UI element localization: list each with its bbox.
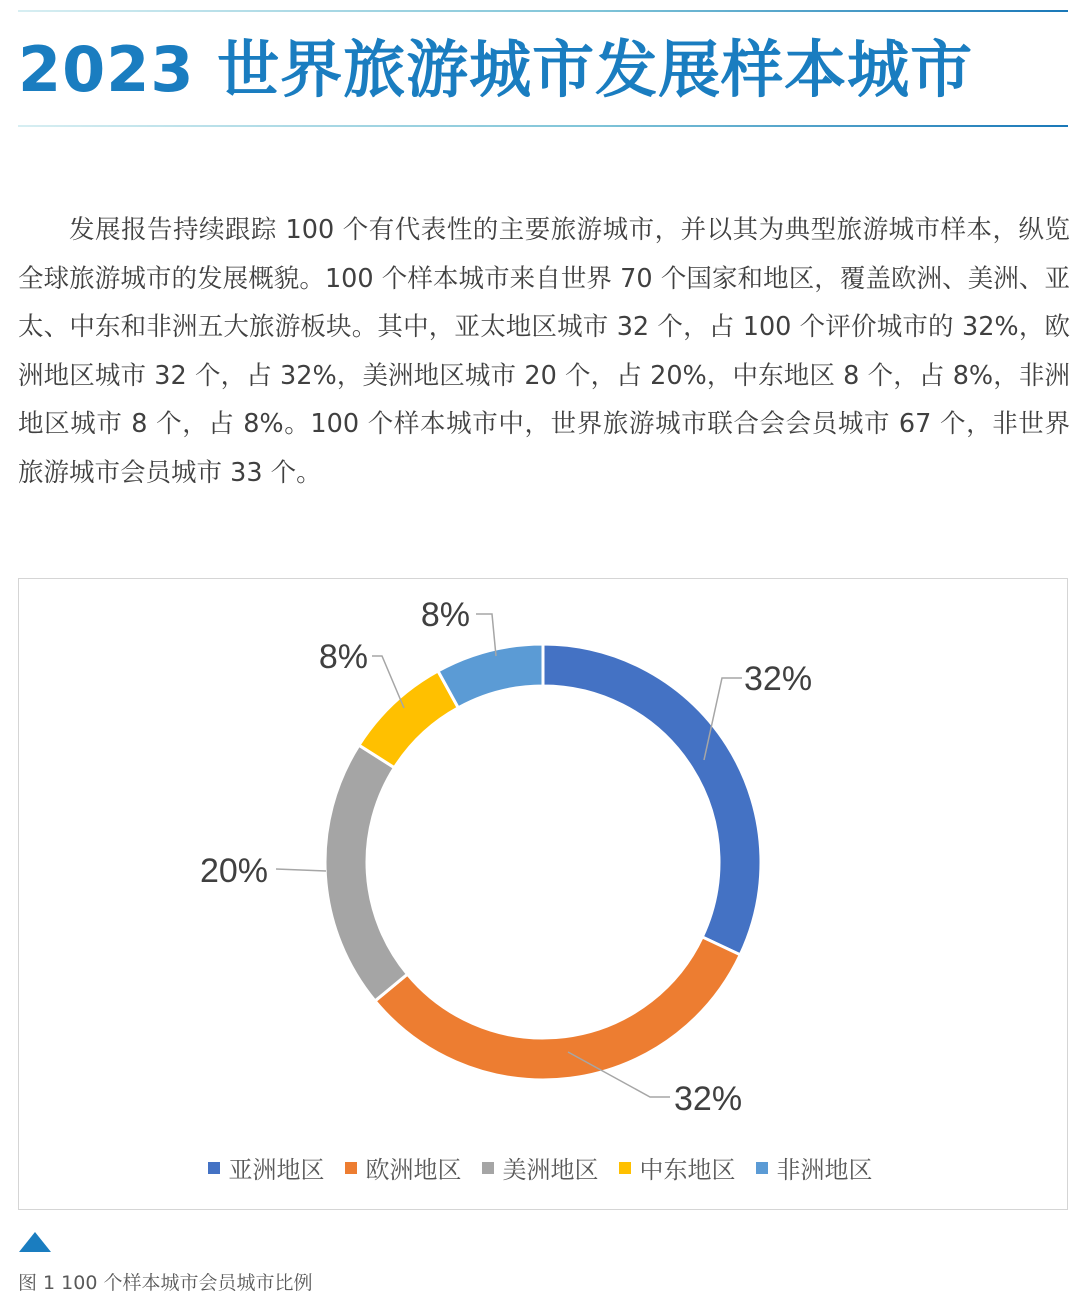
data-label-3: 20% [199,852,268,890]
donut-slice-1 [543,644,761,955]
legend-label: 美洲地区 [502,1156,599,1184]
intro-paragraph: 发展报告持续跟踪 100 个有代表性的主要旅游城市，并以其为典型旅游城市样本，纵览全球旅游城市的发展概貌。100 个样本城市来自世界 70 个国家和地区，覆盖欧洲、美洲、亚太、中东和非洲五大旅游板块。其中，亚太地区城市 32 个，占 100 个评价城市的 32%，欧洲地区城市 32 个，占 32%，美洲地区城市 20 个，占 20%，中东地区 8 个，占 8%，非洲地区城市 8 个，占 8%。100 个样本城市中，世界旅游城市联合会会员城市 67 个，非世界旅游城市会员城市 33 个。 [18,215,1070,488]
legend-label: 亚洲地区 [228,1156,325,1184]
legend-item-1 [208,1150,325,1185]
donut-slice-2 [375,937,740,1080]
legend-swatch [208,1162,220,1174]
legend-item-3 [482,1150,599,1185]
donut-slice-3 [325,745,407,1001]
chart-legend [0,1150,1080,1185]
legend-swatch [619,1162,631,1174]
legend-item-2 [345,1150,462,1185]
legend-item-4 [619,1150,736,1185]
donut-slice-5 [438,644,543,708]
caption-triangle-icon [19,1232,51,1252]
legend-swatch [756,1162,768,1174]
figure-caption: 图 1 100 个样本城市会员城市比例 [18,1272,313,1294]
data-label-1: 32% [744,660,813,698]
legend-label: 非洲地区 [776,1156,873,1184]
data-label-5: 8% [420,596,470,634]
data-label-2: 32% [674,1080,743,1118]
leader-line-3 [276,869,326,871]
legend-swatch [345,1162,357,1174]
page-title: 2023 世界旅游城市发展样本城市 [18,33,974,106]
legend-item-5 [756,1150,873,1185]
legend-label: 欧洲地区 [365,1156,462,1184]
legend-swatch [482,1162,494,1174]
donut-slice-4 [359,671,458,768]
legend-label: 中东地区 [639,1156,736,1184]
data-label-4: 8% [318,638,368,676]
